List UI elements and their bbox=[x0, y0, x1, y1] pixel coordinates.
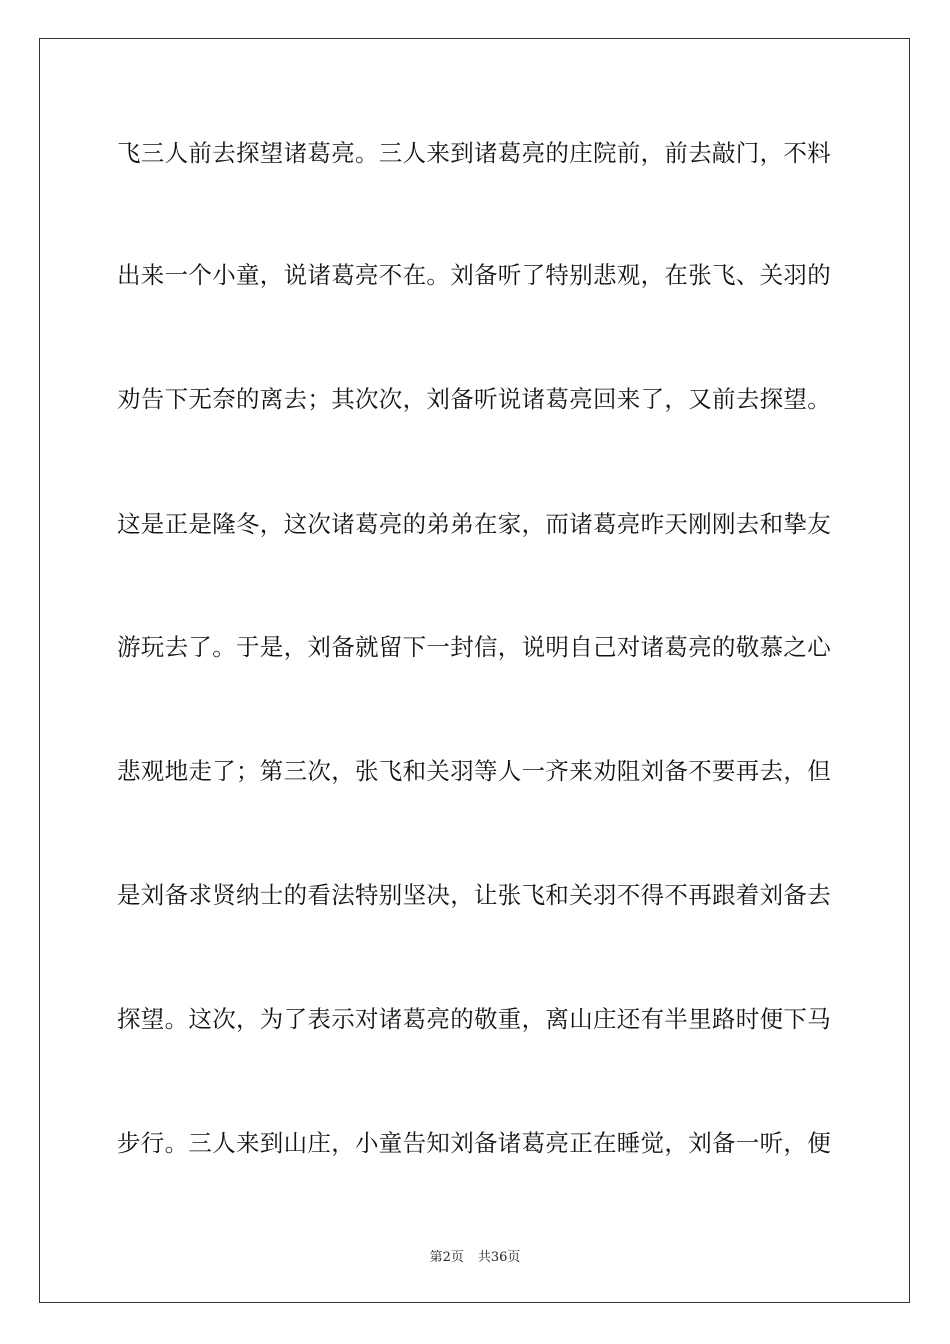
body-text-line-3: 劝告下无奈的离去；其次次，刘备听说诸葛亮回来了，又前去探望。 bbox=[117, 385, 831, 413]
body-text-line-7: 是刘备求贤纳士的看法特别坚决，让张飞和关羽不得不再跟着刘备去 bbox=[117, 881, 831, 909]
page-number: 第2页 bbox=[429, 1250, 464, 1265]
body-text-line-6: 悲观地走了；第三次，张飞和关羽等人一齐来劝阻刘备不要再去，但 bbox=[117, 757, 831, 785]
body-text-line-4: 这是正是隆冬，这次诸葛亮的弟弟在家，而诸葛亮昨天刚刚去和挚友 bbox=[117, 510, 831, 538]
body-text-line-9: 步行。三人来到山庄，小童告知刘备诸葛亮正在睡觉，刘备一听，便 bbox=[117, 1129, 831, 1157]
body-text-line-2: 出来一个小童，说诸葛亮不在。刘备听了特别悲观，在张飞、关羽的 bbox=[117, 261, 831, 289]
page-border bbox=[39, 38, 910, 1303]
body-text-line-5: 游玩去了。于是，刘备就留下一封信，说明自己对诸葛亮的敬慕之心 bbox=[117, 633, 831, 661]
body-text-line-8: 探望。这次，为了表示对诸葛亮的敬重，离山庄还有半里路时便下马 bbox=[117, 1005, 831, 1033]
total-pages: 共36页 bbox=[477, 1250, 521, 1265]
page-footer bbox=[0, 1249, 950, 1267]
body-text-line-1: 飞三人前去探望诸葛亮。三人来到诸葛亮的庄院前，前去敲门，不料 bbox=[117, 139, 831, 167]
